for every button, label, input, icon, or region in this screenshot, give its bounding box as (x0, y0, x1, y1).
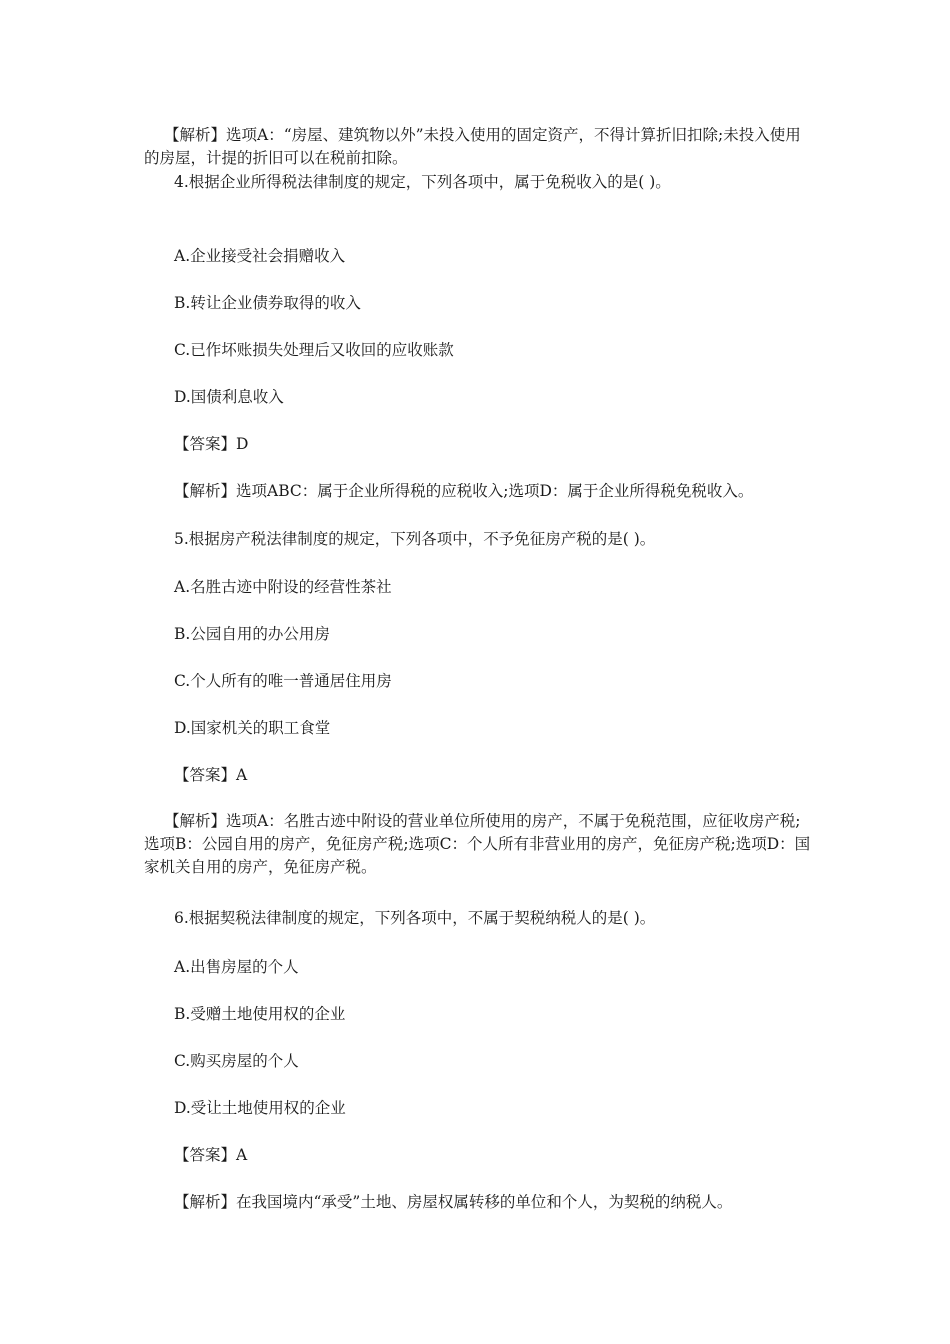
q6-option-d: D.受让土地使用权的企业 (174, 1099, 346, 1117)
q5-option-c: C.个人所有的唯一普通居住用房 (174, 672, 392, 690)
q4-option-b: B.转让企业债券取得的收入 (174, 294, 361, 312)
q4-option-a: A.企业接受社会捐赠收入 (174, 247, 346, 265)
q4-answer: 【答案】D (174, 435, 249, 453)
q6-option-c: C.购买房屋的个人 (174, 1052, 299, 1070)
explanation-q3: 【解析】选项A：“房屋、建筑物以外”未投入使用的固定资产，不得计算折旧扣除;未投入使用的房屋，计提的折旧可以在税前扣除。 (144, 126, 801, 167)
q4-option-c: C.已作坏账损失处理后又收回的应收账款 (174, 341, 454, 359)
q6-option-b: B.受赠土地使用权的企业 (174, 1005, 346, 1023)
q4-explanation: 【解析】选项ABC：属于企业所得税的应税收入;选项D：属于企业所得税免税收入。 (174, 482, 754, 500)
question-6: 6.根据契税法律制度的规定，下列各项中，不属于契税纳税人的是( )。 (174, 909, 656, 927)
q6-option-a: A.出售房屋的个人 (174, 958, 299, 976)
q5-answer: 【答案】A (174, 766, 248, 784)
q6-answer: 【答案】A (174, 1146, 248, 1164)
q5-explanation: 【解析】选项A：名胜古迹中附设的营业单位所使用的房产，不属于免税范围，应征收房产税;选项B：公园自用的房产，免征房产税;选项C：个人所有非营业用的房产，免征房产税;选项D：国家机关自用的房产，免征房产税。 (144, 812, 811, 876)
question-4: 4.根据企业所得税法律制度的规定，下列各项中，属于免税收入的是( )。 (174, 173, 671, 191)
question-5: 5.根据房产税法律制度的规定，下列各项中，不予免征房产税的是( )。 (174, 530, 656, 548)
q6-explanation: 【解析】在我国境内“承受”土地、房屋权属转移的单位和个人，为契税的纳税人。 (174, 1193, 733, 1211)
q5-option-d: D.国家机关的职工食堂 (174, 719, 331, 737)
q4-option-d: D.国债利息收入 (174, 388, 284, 406)
q5-option-a: A.名胜古迹中附设的经营性茶社 (174, 578, 392, 596)
q5-option-b: B.公园自用的办公用房 (174, 625, 330, 643)
